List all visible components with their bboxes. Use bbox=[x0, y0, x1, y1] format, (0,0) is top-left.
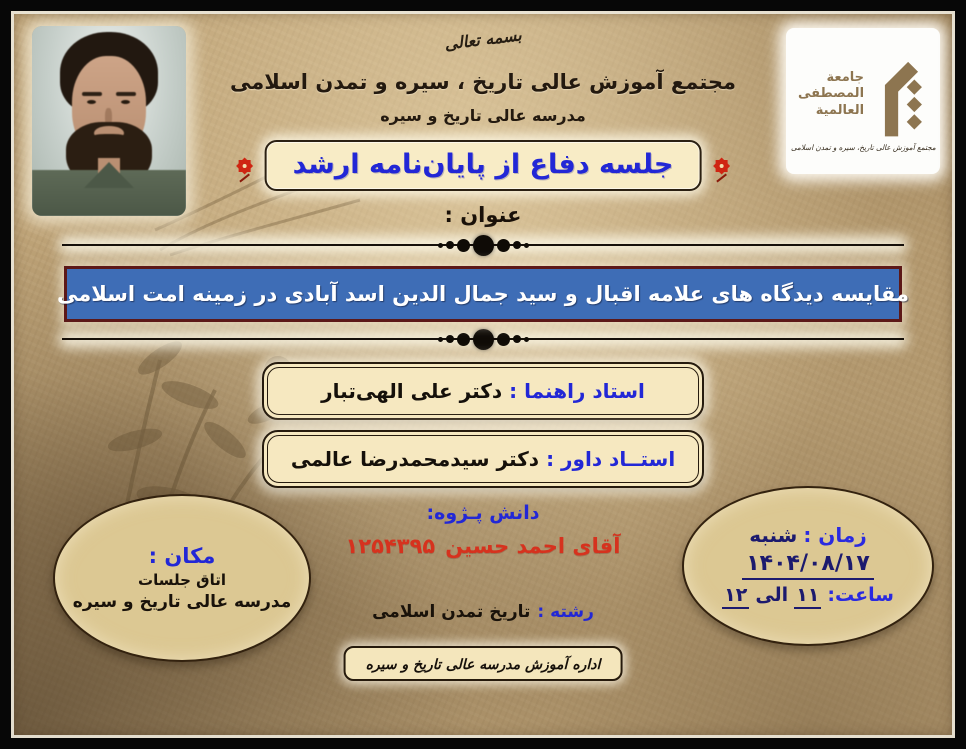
flower-ornament-icon bbox=[711, 156, 731, 176]
hour-separator: الی bbox=[755, 584, 789, 606]
location-school: مدرسه عالی تاریخ و سیره bbox=[72, 592, 292, 612]
hour-label: ساعت: bbox=[827, 584, 894, 606]
hour-to: ۱۲ bbox=[722, 584, 749, 609]
ornamental-divider bbox=[58, 236, 908, 254]
field-line bbox=[372, 602, 594, 622]
ornamental-divider bbox=[58, 330, 908, 348]
school-name: مدرسه عالی تاریخ و سیره bbox=[380, 106, 586, 125]
time-label: زمان : bbox=[803, 523, 867, 547]
student-id: ۱۲۵۴۳۹۵ bbox=[345, 534, 436, 558]
advisor-label: استاد راهنما : bbox=[509, 379, 645, 403]
flower-ornament-icon bbox=[235, 156, 255, 176]
logo-wordmark bbox=[798, 70, 864, 119]
logo-caption: مجتمع آموزش عالی تاریخ، سیره و تمدن اسلامی bbox=[790, 142, 936, 152]
location-room: اتاق جلسات bbox=[138, 571, 226, 589]
time-date: ۱۴۰۴/۰۸/۱۷ bbox=[742, 551, 874, 580]
university-logo bbox=[786, 28, 940, 174]
footer-text: اداره آموزش مدرسه عالی تاریخ و سیره bbox=[365, 657, 601, 673]
advisor-name: دکتر علی الهی‌تبار bbox=[321, 379, 503, 403]
footer-ribbon bbox=[344, 646, 623, 681]
session-title-box bbox=[265, 140, 702, 191]
referee-name: دکتر سیدمحمدرضا عالمی bbox=[290, 447, 540, 471]
session-title-row bbox=[235, 140, 732, 191]
time-day: شنبه bbox=[749, 523, 798, 547]
topic-label: عنوان : bbox=[444, 203, 522, 227]
field-label: رشته : bbox=[537, 602, 594, 622]
student-block bbox=[303, 502, 663, 558]
logo-line3: العالمیة bbox=[815, 102, 865, 118]
bismillah-text: بسمه تعالی bbox=[443, 25, 523, 54]
logo-line1: جامعة bbox=[826, 70, 865, 86]
student-photo bbox=[32, 26, 186, 216]
location-label: مکان : bbox=[148, 544, 216, 568]
student-name: آقای احمد حسین bbox=[445, 534, 621, 558]
referee-label: استــاد داور : bbox=[546, 447, 676, 471]
field-value: تاریخ تمدن اسلامی bbox=[372, 602, 531, 622]
student-label: دانش پـژوه: bbox=[426, 502, 540, 524]
divider-dots bbox=[438, 235, 529, 256]
hour-from: ۱۱ bbox=[794, 584, 821, 609]
mustafa-logo-icon bbox=[870, 53, 928, 137]
divider-dots bbox=[438, 329, 529, 350]
location-oval bbox=[53, 494, 311, 662]
advisor-box bbox=[262, 362, 704, 420]
thesis-title-banner bbox=[57, 266, 909, 322]
thesis-title: مقایسه دیدگاه های علامه اقبال و سید جمال الدین اسد آبادی در زمینه امت اسلامی bbox=[57, 282, 909, 306]
referee-box bbox=[262, 430, 704, 488]
session-title: جلسه دفاع از پایان‌نامه ارشد bbox=[292, 149, 674, 180]
student-photo-art bbox=[32, 26, 186, 216]
logo-line2: المصطفی bbox=[797, 86, 865, 102]
institute-name: مجتمع آموزش عالی تاریخ ، سیره و تمدن اسلامی bbox=[229, 70, 737, 94]
time-oval bbox=[682, 486, 934, 646]
